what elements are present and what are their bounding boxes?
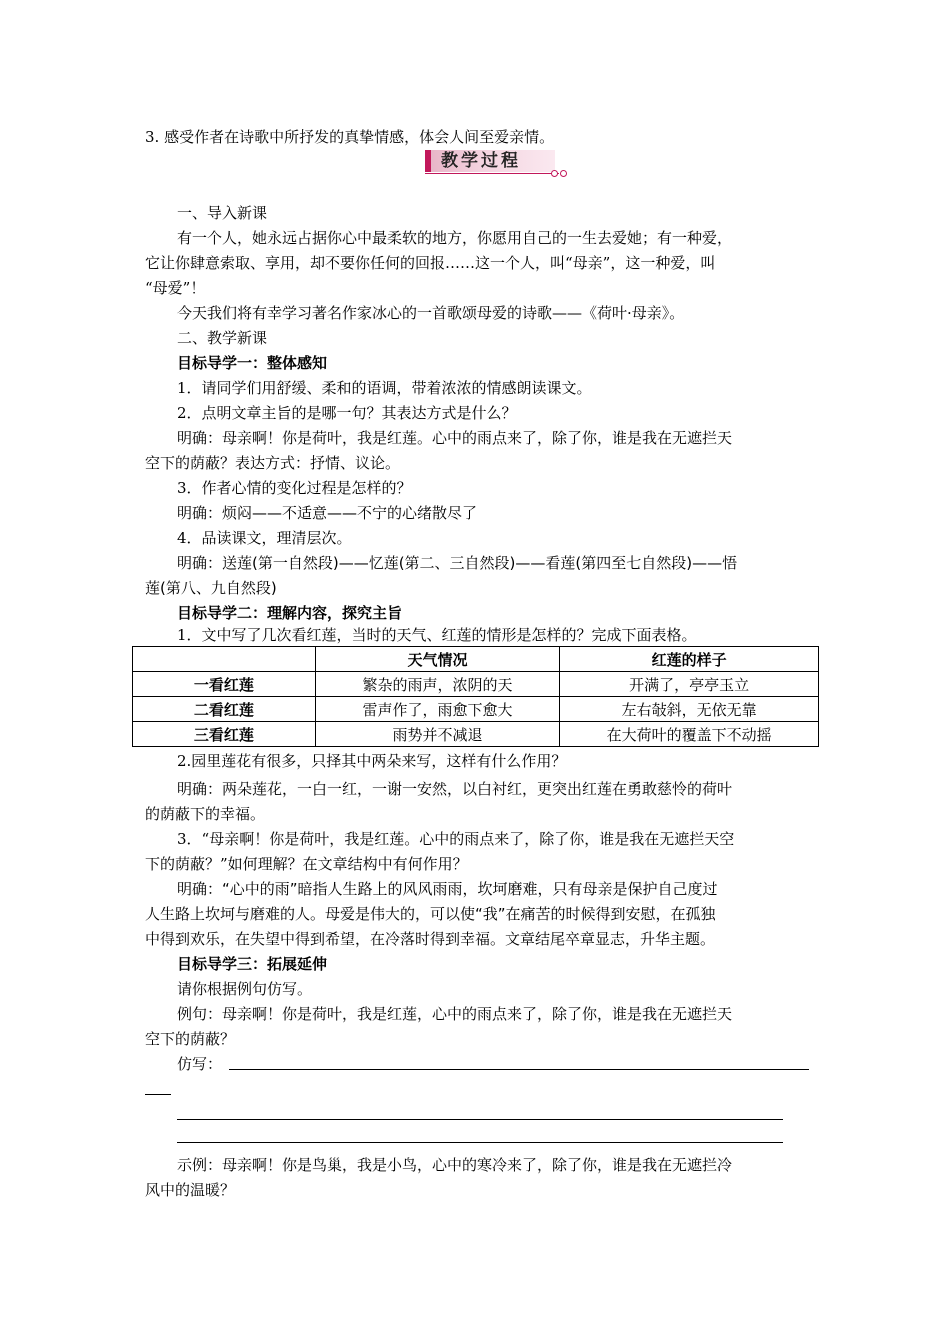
goal2-answer: 明确：两朵莲花，一白一红，一谢一安然，以白衬红，更突出红莲在勇敢慈怜的荷叶 [177, 780, 733, 798]
table-row [133, 697, 819, 722]
goal1-answer: 空下的荫蔽？表达方式：抒情、议论。 [145, 454, 401, 472]
goal1-question: 2．点明文章主旨的是哪一句？其表达方式是什么？ [177, 404, 517, 422]
goal3-example: 空下的荫蔽？ [145, 1030, 236, 1048]
goal2-answer: 人生路上坎坷与磨难的人。母爱是伟大的，可以使“我”在痛苦的时候得到安慰，在孤独 [145, 905, 716, 923]
goal3-example: 例句：母亲啊！你是荷叶，我是红莲，心中的雨点来了，除了你，谁是我在无遮拦天 [177, 1005, 733, 1023]
goal1-question: 1．请同学们用舒缓、柔和的语调，带着浓浓的情感朗读课文。 [177, 379, 592, 397]
goal3-prompt: 请你根据例句仿写。 [177, 980, 313, 998]
banner-title: 教学过程 [441, 151, 521, 171]
banner-underline [425, 173, 559, 174]
imitate-label: 仿写： [177, 1055, 223, 1073]
banner-dot-icon [551, 170, 558, 177]
table-row [133, 672, 819, 697]
section2-heading: 二、教学新课 [177, 329, 268, 347]
intro-line: “母爱”！ [145, 279, 206, 297]
table-cell: 雷声作了，雨愈下愈大 [315, 697, 560, 722]
table-header-cell [133, 647, 316, 672]
intro-line: 今天我们将有幸学习著名作家冰心的一首歌颂母爱的诗歌——《荷叶·母亲》。 [177, 304, 685, 322]
table-cell: 左右敧斜，无依无靠 [560, 697, 819, 722]
goal1-answer: 莲(第八、九自然段) [145, 579, 277, 597]
table-cell: 繁杂的雨声，浓阴的天 [315, 672, 560, 697]
goal2-answer: 中得到欢乐，在失望中得到希望，在冷落时得到幸福。文章结尾卒章显志，升华主题。 [145, 930, 716, 948]
goal1-question: 3．作者心情的变化过程是怎样的？ [177, 479, 412, 497]
goal1-answer: 明确：母亲啊！你是荷叶，我是红莲。心中的雨点来了，除了你，谁是我在无遮拦天 [177, 429, 733, 447]
table-cell: 雨势并不减退 [315, 722, 560, 747]
goal2-question: 2.园里莲花有很多，只择其中两朵来写，这样有什么作用？ [177, 752, 567, 770]
intro-line: 有一个人，她永远占据你心中最柔软的地方，你愿用自己的一生去爱她；有一种爱， [177, 229, 733, 247]
goal1-answer: 明确：送莲(第一自然段)——忆莲(第二、三自然段)——看莲(第四至七自然段)——悟 [177, 554, 738, 572]
imitate-answer-blank[interactable] [177, 1142, 783, 1143]
goal2-question: 1．文中写了几次看红莲，当时的天气、红莲的情形是怎样的？完成下面表格。 [177, 626, 697, 644]
goal2-answer: 明确：“心中的雨”暗指人生路上的风风雨雨，坎坷磨难，只有母亲是保护自己度过 [177, 880, 718, 898]
goal2-answer: 的荫蔽下的幸福。 [145, 805, 266, 823]
section1-heading: 一、导入新课 [177, 204, 268, 222]
intro-line: 它让你肆意索取、享用，却不要你任何的回报……这一个人，叫“母亲”，这一种爱，叫 [145, 254, 716, 272]
table-cell: 开满了，亭亭玉立 [560, 672, 819, 697]
objective-3: 3. 感受作者在诗歌中所抒发的真挚情感，体会人间至爱亲情。 [145, 128, 555, 146]
imitate-answer-blank[interactable] [145, 1094, 171, 1095]
goal3-sample: 示例：母亲啊！你是鸟巢，我是小鸟，心中的寒冷来了，除了你，谁是我在无遮拦冷 [177, 1156, 733, 1174]
table-row [133, 722, 819, 747]
goal1-answer: 明确：烦闷——不适意——不宁的心绪散尽了 [177, 504, 478, 522]
goal3-title: 目标导学三：拓展延伸 [177, 955, 328, 973]
table-cell: 三看红莲 [133, 722, 316, 747]
goal1-question: 4．品读课文，理清层次。 [177, 529, 352, 547]
table-header-cell: 天气情况 [315, 647, 560, 672]
goal2-question: 下的荫蔽？”如何理解？在文章结构中有何作用？ [145, 855, 468, 873]
goal1-title: 目标导学一：整体感知 [177, 354, 328, 372]
imitate-answer-blank[interactable] [229, 1069, 809, 1070]
goal3-sample: 风中的温暖？ [145, 1181, 236, 1199]
goal2-question: 3．“母亲啊！你是荷叶，我是红莲。心中的雨点来了，除了你，谁是我在无遮拦天空 [177, 830, 735, 848]
lotus-table [132, 646, 819, 747]
table-header-cell: 红莲的样子 [560, 647, 819, 672]
goal2-title: 目标导学二：理解内容，探究主旨 [177, 604, 403, 622]
imitate-answer-blank[interactable] [177, 1119, 783, 1120]
table-header-row [133, 647, 819, 672]
table-cell: 一看红莲 [133, 672, 316, 697]
section-banner [425, 146, 565, 180]
table-cell: 二看红莲 [133, 697, 316, 722]
table-cell: 在大荷叶的覆盖下不动摇 [560, 722, 819, 747]
banner-dot-icon [560, 170, 567, 177]
